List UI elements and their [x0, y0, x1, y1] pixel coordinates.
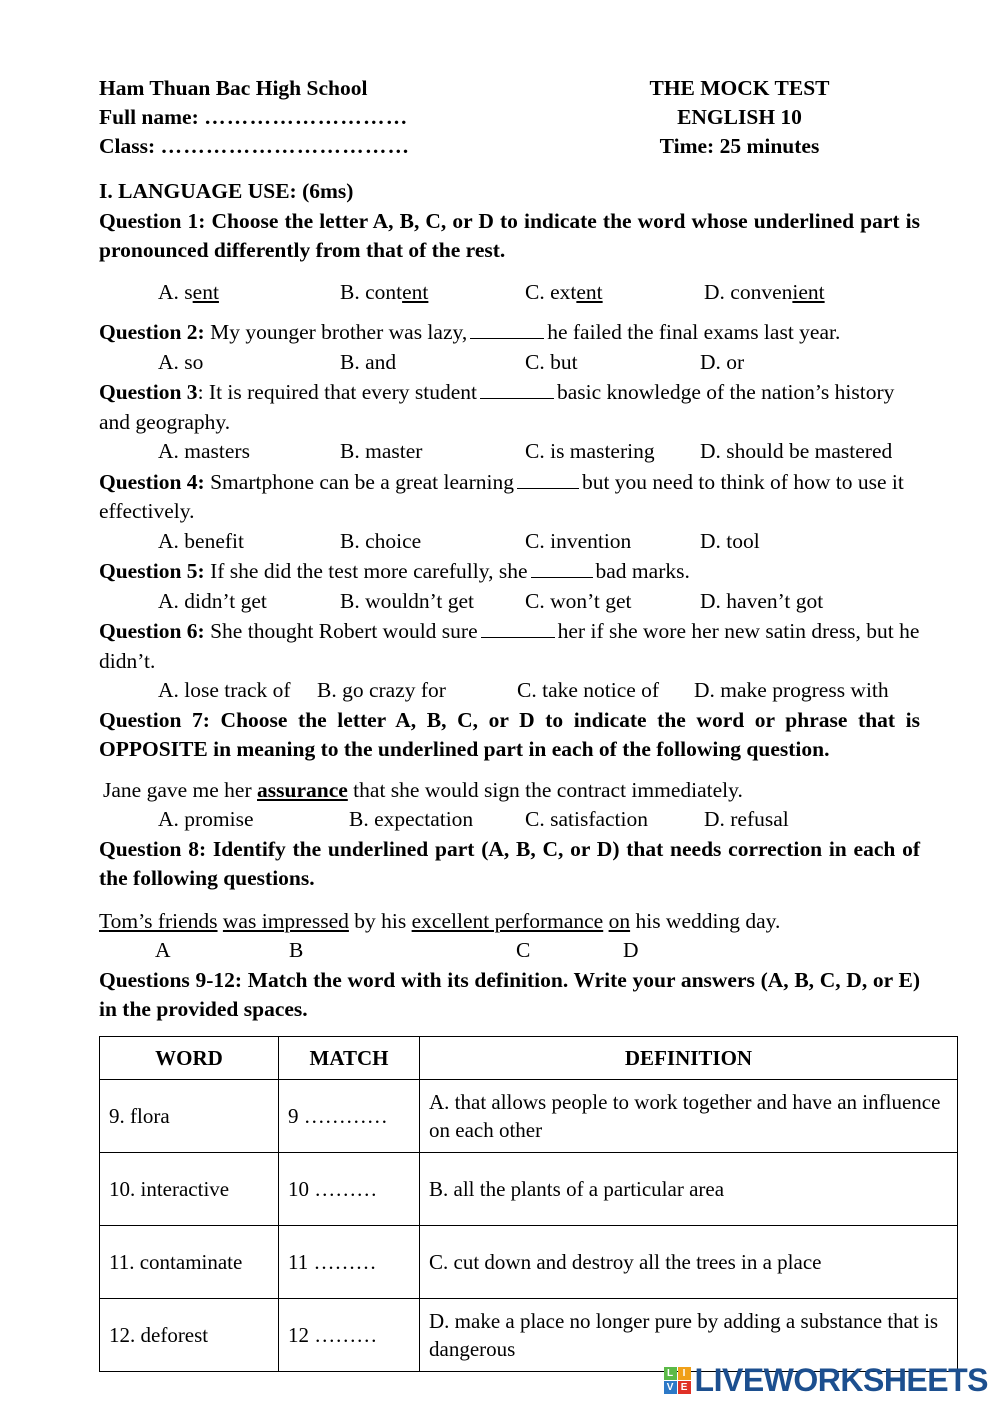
question-4-stem — [99, 468, 920, 527]
question-7-option-a[interactable]: A. promise — [158, 807, 254, 831]
question-6-text-after: her if she wore her new satin dress, but he didn’t. — [99, 619, 920, 673]
question-4-option-d[interactable]: D. tool — [700, 528, 760, 553]
column-header-word: WORD — [100, 1036, 279, 1079]
test-time: Time: 25 minutes — [659, 134, 820, 158]
liveworksheets-wordmark: LIVEWORKSHEETS — [694, 1362, 988, 1398]
class-label: Class: — [99, 134, 156, 158]
question-2-option-d[interactable]: D. or — [700, 349, 745, 374]
row-1-definition: A. that allows people to work together and have an influence on each other — [420, 1079, 958, 1152]
row-3-definition: C. cut down and destroy all the trees in a place — [420, 1225, 958, 1298]
question-4-text-before: Smartphone can be a great learning — [204, 469, 514, 494]
question-5-text-before: If she did the test more carefully, she — [204, 559, 528, 583]
question-3-text-before: : It is required that every student — [197, 380, 477, 404]
question-5-number: Question 5: — [99, 559, 205, 583]
question-3-option-b[interactable]: B. master — [340, 439, 423, 463]
question-6-option-b[interactable]: B. go crazy for — [317, 678, 446, 702]
question-8-marker-b: B — [289, 938, 304, 962]
table-row — [100, 1152, 958, 1225]
logo-tile-v: V — [664, 1381, 677, 1394]
question-8-part-d[interactable]: on — [608, 908, 631, 933]
question-6-number: Question 6: — [99, 619, 205, 643]
question-8-markers — [99, 936, 920, 966]
question-5-option-a[interactable]: A. didn’t get — [158, 588, 267, 613]
full-name-label: Full name: — [99, 105, 199, 129]
question-7-instruction: Question 7: Choose the letter A, B, C, or D to indicate the word or phrase that is OPPOSITE in meaning to the underlined part in each of the following question. — [99, 707, 920, 761]
class-dots[interactable]: …………………………… — [160, 134, 411, 158]
liveworksheets-logo[interactable] — [664, 1362, 988, 1399]
question-4-option-c[interactable]: C. invention — [525, 528, 632, 553]
question-4-number: Question 4: — [99, 469, 205, 494]
logo-tile-e: E — [678, 1381, 691, 1394]
class-field — [99, 132, 569, 161]
question-1-option-c[interactable]: C. extent — [525, 279, 603, 304]
question-7-options — [99, 805, 920, 835]
column-header-definition: DEFINITION — [420, 1036, 958, 1079]
questions-9-12-instruction: Questions 9-12: Match the word with its definition. Write your answers (A, B, C, D, or E) in the provided spaces. — [99, 967, 920, 1021]
row-4-definition: D. make a place no longer pure by adding a substance that is dangerous — [420, 1298, 958, 1371]
question-8-part-b[interactable]: was impressed — [222, 908, 349, 933]
question-2-text-before: My younger brother was lazy, — [204, 320, 468, 344]
question-8-marker-a: A — [155, 938, 171, 962]
question-1-options — [99, 278, 920, 308]
question-6-text-before: She thought Robert would sure — [204, 619, 478, 643]
question-8-part-c[interactable]: excellent performance — [411, 908, 604, 933]
table-row — [100, 1079, 958, 1152]
row-1-word: 9. flora — [100, 1079, 279, 1152]
question-2-option-a[interactable]: A. so — [158, 349, 204, 374]
header-right-block — [569, 74, 920, 161]
full-name-field — [99, 103, 569, 132]
column-header-match: MATCH — [279, 1036, 420, 1079]
question-7-sentence-before: Jane gave me her — [103, 777, 258, 802]
question-4-text-after: but you need to think of how to use it effectively. — [99, 469, 904, 523]
row-1-match-input[interactable]: 9 ………… — [279, 1079, 420, 1152]
question-4-option-a[interactable]: A. benefit — [158, 528, 244, 553]
question-6-options — [99, 676, 920, 706]
question-3-option-a[interactable]: A. masters — [158, 439, 250, 463]
row-2-definition: B. all the plants of a particular area — [420, 1152, 958, 1225]
question-7-option-d[interactable]: D. refusal — [704, 807, 789, 831]
question-5-option-c[interactable]: C. won’t get — [525, 588, 632, 613]
question-3-options — [99, 437, 920, 467]
test-subject: ENGLISH 10 — [677, 105, 802, 129]
question-5-stem — [99, 557, 920, 587]
question-7-sentence — [99, 776, 920, 806]
question-5-text-after: bad marks. — [595, 559, 690, 583]
question-8-instruction: Question 8: Identify the underlined part (A, B, C, or D) that needs correction in each of the following questions. — [99, 836, 920, 890]
section-title-language-use: I. LANGUAGE USE: (6ms) — [99, 179, 354, 203]
question-3-text-after: basic knowledge of the nation’s history and geography. — [99, 380, 895, 434]
question-7-sentence-after: that she would sign the contract immediately. — [347, 777, 743, 802]
question-8-gap-2: by his — [348, 908, 412, 933]
question-5-option-d[interactable]: D. haven’t got — [700, 588, 824, 613]
row-2-match-input[interactable]: 10 ……… — [279, 1152, 420, 1225]
question-3-blank[interactable] — [480, 382, 554, 399]
question-2-options — [99, 348, 920, 378]
question-2-stem — [99, 318, 920, 348]
table-row — [100, 1225, 958, 1298]
header-left-block — [99, 74, 569, 161]
question-2-number: Question 2: — [99, 320, 205, 344]
question-7-option-c[interactable]: C. satisfaction — [525, 807, 649, 831]
matching-table — [99, 1036, 958, 1372]
document-header — [99, 74, 920, 161]
question-5-option-b[interactable]: B. wouldn’t get — [340, 588, 474, 613]
question-2-blank[interactable] — [470, 322, 544, 339]
question-8-part-a[interactable]: Tom’s friends — [99, 908, 218, 933]
question-2-text-after: he failed the final exams last year. — [547, 320, 841, 344]
question-6-option-c[interactable]: C. take notice of — [517, 678, 660, 702]
school-name: Ham Thuan Bac High School — [99, 76, 368, 100]
row-4-match-input[interactable]: 12 ……… — [279, 1298, 420, 1371]
row-2-word: 10. interactive — [100, 1152, 279, 1225]
row-3-word: 11. contaminate — [100, 1225, 279, 1298]
question-2-option-c[interactable]: C. but — [525, 349, 578, 374]
question-3-option-c[interactable]: C. is mastering — [525, 439, 655, 463]
question-6-blank[interactable] — [481, 621, 555, 638]
question-1-option-a[interactable]: A. sent — [158, 279, 219, 304]
question-7-underlined-word: assurance — [257, 777, 348, 802]
table-header-row — [100, 1036, 958, 1079]
question-5-options — [99, 587, 920, 617]
question-8-gap-4: his wedding day. — [630, 908, 781, 933]
full-name-dots[interactable]: ……………………… — [204, 105, 409, 129]
question-4-options — [99, 527, 920, 557]
question-8-marker-c: C — [516, 938, 531, 962]
question-7-option-b[interactable]: B. expectation — [349, 807, 474, 831]
row-3-match-input[interactable]: 11 ……… — [279, 1225, 420, 1298]
question-8-sentence — [99, 907, 920, 937]
question-6-option-a[interactable]: A. lose track of — [158, 678, 291, 702]
question-4-blank[interactable] — [517, 472, 579, 489]
table-row — [100, 1298, 958, 1371]
test-title: THE MOCK TEST — [649, 76, 830, 100]
question-3-stem — [99, 378, 920, 437]
question-1-instruction: Question 1: Choose the letter A, B, C, or D to indicate the word whose underlined part is pronounced differently from that of the rest. — [99, 208, 920, 262]
logo-tile-i: I — [678, 1367, 691, 1380]
row-4-word: 12. deforest — [100, 1298, 279, 1371]
liveworksheets-logo-tiles — [664, 1367, 691, 1394]
question-1-option-d[interactable]: D. convenient — [704, 279, 825, 304]
logo-tile-l: L — [664, 1367, 677, 1380]
question-6-stem — [99, 617, 920, 676]
question-1-option-b[interactable]: B. content — [340, 279, 429, 304]
question-3-number: Question 3 — [99, 380, 198, 404]
question-3-option-d[interactable]: D. should be mastered — [700, 439, 893, 463]
question-5-blank[interactable] — [531, 561, 593, 578]
question-6-option-d[interactable]: D. make progress with — [694, 678, 889, 702]
question-8-marker-d: D — [623, 938, 639, 962]
question-4-option-b[interactable]: B. choice — [340, 528, 422, 553]
question-2-option-b[interactable]: B. and — [340, 349, 397, 374]
